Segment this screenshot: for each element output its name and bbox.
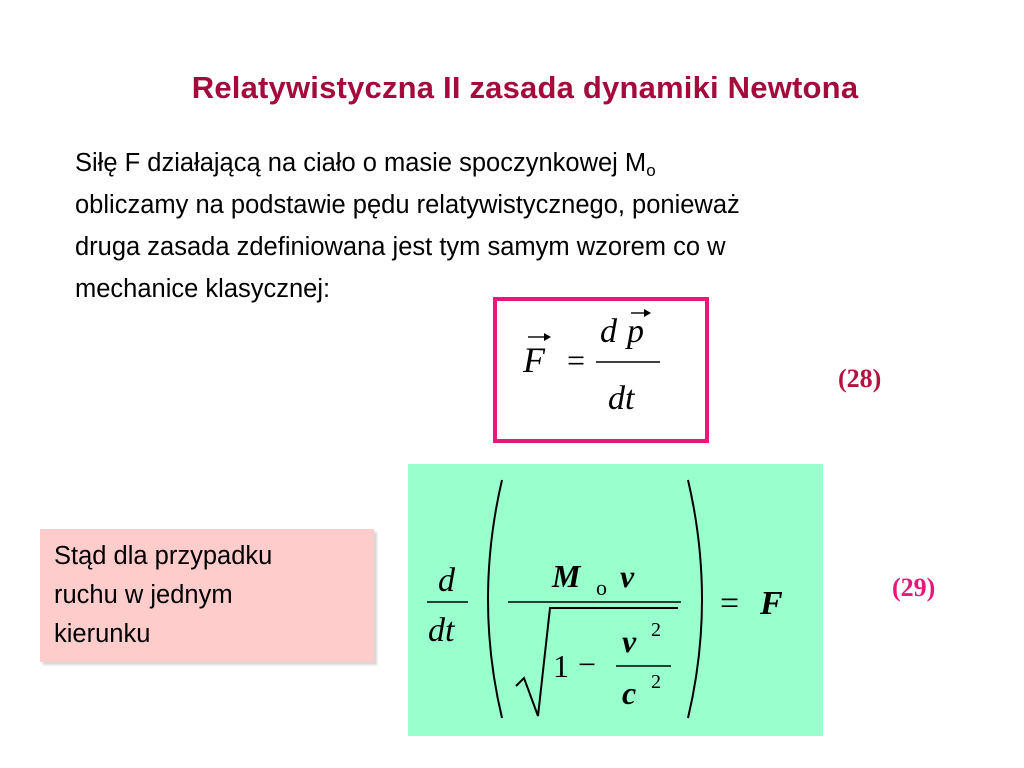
equation-28-box [493,297,709,443]
equation-28-number: (28) [838,364,882,393]
equals-sign: = [567,342,586,378]
velocity-v: v [620,558,635,594]
equation-29-formula [408,464,823,736]
mass-subscript-0: o [596,575,607,600]
paragraph-line-1-text: Siłę F działającą na ciało o masie spoczynkowej M [75,149,647,177]
mass-M: M [552,558,581,594]
side-note-text [54,537,364,654]
equals-sign-29: = [720,585,740,622]
derivative-d: d [438,562,455,599]
force-symbol: F [523,340,545,380]
mass-subscript: o [646,161,656,180]
numerator-p: p [627,313,644,350]
derivative-dt: dt [428,612,455,649]
paragraph-line-1 [75,142,975,184]
equation-29-number: (29) [892,573,936,602]
force-F: F [760,585,783,622]
paragraph-line-4: mechanice klasycznej: [75,275,331,303]
paragraph-line-2: obliczamy na podstawie pędu relatywistycznego, ponieważ [75,191,740,219]
right-big-parenthesis [688,480,702,718]
left-big-parenthesis [488,480,502,718]
numerator-d: d [600,313,617,350]
v-exponent: 2 [651,619,661,641]
side-note-line-1: Stąd dla przypadku [54,542,273,570]
side-note-box [40,529,374,662]
force-vector-arrow-head [544,333,551,341]
minus-sign: − [578,646,597,682]
velocity-v-squared-base: v [622,623,637,659]
denominator-dt: dt [608,380,635,417]
momentum-vector-arrow-head [644,309,651,317]
paragraph-line-3: druga zasada zdefiniowana jest tym samym wzorem co w [75,233,726,261]
side-note-line-3: kierunku [54,620,151,648]
slide-title: Relatywistyczna II zasada dynamiki Newtona [191,70,859,105]
intro-paragraph [75,142,975,310]
light-speed-c: c [622,675,637,711]
equation-28-formula [497,301,705,439]
c-exponent: 2 [651,671,661,693]
one: 1 [553,648,569,684]
equation-29-box [408,464,823,736]
side-note-line-2: ruchu w jednym [54,581,233,609]
